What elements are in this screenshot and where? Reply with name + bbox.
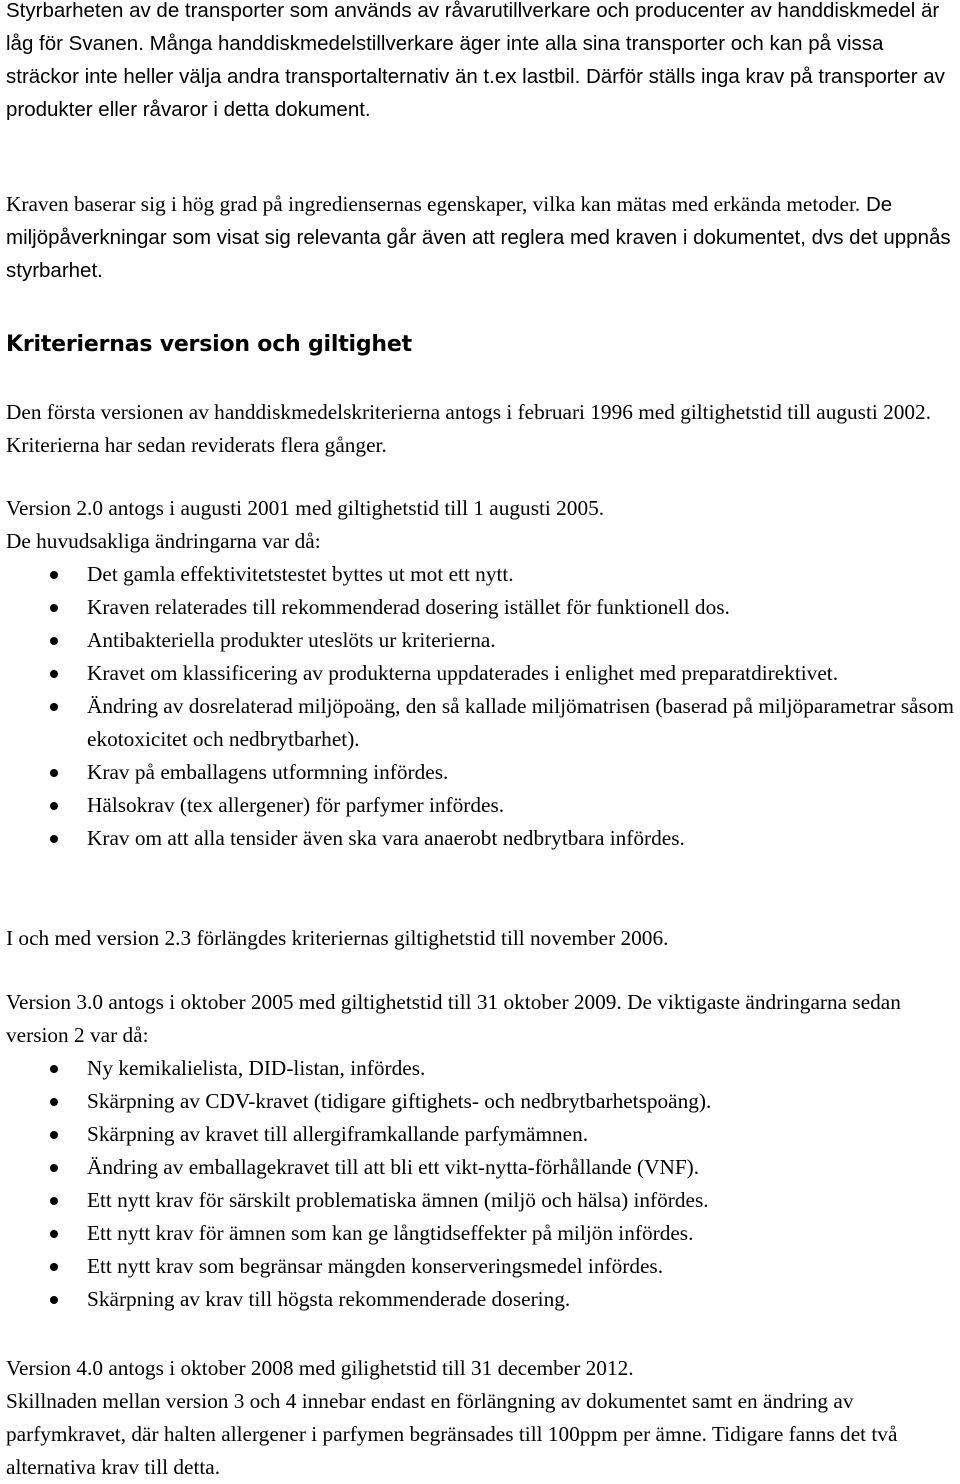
intro-p2-text-sans: De miljöpåverkningar som visat sig relevanta går även att reglera med kraven i dokumentet, dvs det uppnås styrbarhet. bbox=[6, 193, 951, 282]
version-3-change-list bbox=[6, 1052, 956, 1316]
list-item bbox=[6, 591, 956, 624]
list-item-text: Ett nytt krav för särskilt problematiska ämnen (miljö och hälsa) infördes. bbox=[87, 1188, 709, 1212]
version-2-line: Version 2.0 antogs i augusti 2001 med giltighetstid till 1 augusti 2005. bbox=[6, 496, 605, 520]
intro-p2-text: Kraven baserar sig i hög grad på ingrediensernas egenskaper, vilka kan mätas med erkända metoder. bbox=[6, 192, 861, 216]
list-item-text: Ny kemikalielista, DID-listan, infördes. bbox=[87, 1056, 426, 1080]
intro-paragraph-1 bbox=[6, 0, 956, 126]
first-version-paragraph bbox=[6, 396, 956, 462]
list-item bbox=[6, 1118, 956, 1151]
list-item-text: Ett nytt krav för ämnen som kan ge långtidseffekter på miljön infördes. bbox=[87, 1221, 694, 1245]
section-heading: Kriteriernas version och giltighet bbox=[6, 332, 412, 357]
list-item bbox=[6, 1217, 956, 1250]
bullet-icon bbox=[50, 604, 58, 612]
list-item bbox=[6, 1283, 956, 1316]
bullet-icon bbox=[50, 769, 58, 777]
list-item bbox=[6, 756, 956, 789]
list-item-text: Kraven relaterades till rekommenderad dosering istället för funktionell dos. bbox=[87, 595, 730, 619]
list-item bbox=[6, 558, 956, 591]
list-item bbox=[6, 822, 956, 855]
section-heading-block bbox=[6, 328, 956, 361]
list-item bbox=[6, 1052, 956, 1085]
version-4-line: Version 4.0 antogs i oktober 2008 med gilighetstid till 31 december 2012. bbox=[6, 1356, 634, 1380]
version-2-3-text: I och med version 2.3 förlängdes kriteriernas giltighetstid till november 2006. bbox=[6, 926, 669, 950]
list-item-text: Krav om att alla tensider även ska vara anaerobt nedbrytbara infördes. bbox=[87, 826, 685, 850]
intro-p1-text-a: Styrbarheten av de transporter som används av råvarutillverkare och producenter av handdiskmedel är låg för Svanen. Många handdiskmedelstillverkare äger inte alla sina transporter och kan på vissa sträckor inte heller välja andra transportalternativ än t.ex lastbil. bbox=[6, 0, 940, 88]
version-2-block bbox=[6, 492, 956, 855]
bullet-icon bbox=[50, 835, 58, 843]
list-item-text: Ändring av dosrelaterad miljöpoäng, den så kallade miljömatrisen (baserad på miljöparametrar såsom ekotoxicitet och nedbrytbarhet). bbox=[87, 694, 954, 751]
list-item-text: Hälsokrav (tex allergener) för parfymer infördes. bbox=[87, 793, 505, 817]
list-item-text: Skärpning av krav till högsta rekommenderade dosering. bbox=[87, 1287, 571, 1311]
version-2-3-paragraph bbox=[6, 922, 956, 955]
list-item bbox=[6, 624, 956, 657]
version-3-block bbox=[6, 986, 956, 1316]
bullet-icon bbox=[50, 1197, 58, 1205]
version-4-text: Skillnaden mellan version 3 och 4 innebar endast en förlängning av dokumentet samt en ändring av parfymkravet, där halten allergener i parfymen begränsades till 100ppm per ämne. Tidigare fanns det två alternativa krav till detta. bbox=[6, 1389, 898, 1479]
list-item bbox=[6, 1250, 956, 1283]
list-item-text: Antibakteriella produkter uteslöts ur kriterierna. bbox=[87, 628, 496, 652]
intro-p1-text-b: Därför ställs inga krav på transporter av produkter eller råvaror i detta dokument. bbox=[6, 65, 945, 121]
bullet-icon bbox=[50, 703, 58, 711]
list-item bbox=[6, 657, 956, 690]
bullet-icon bbox=[50, 1230, 58, 1238]
list-item bbox=[6, 789, 956, 822]
bullet-icon bbox=[50, 1098, 58, 1106]
version-4-block bbox=[6, 1352, 956, 1484]
version-2-change-list bbox=[6, 558, 956, 855]
list-item-text: Ett nytt krav som begränsar mängden konserveringsmedel infördes. bbox=[87, 1254, 664, 1278]
bullet-icon bbox=[50, 1296, 58, 1304]
bullet-icon bbox=[50, 670, 58, 678]
list-item bbox=[6, 690, 956, 756]
list-item bbox=[6, 1085, 956, 1118]
bullet-icon bbox=[50, 637, 58, 645]
bullet-icon bbox=[50, 802, 58, 810]
version-2-changes-intro: De huvudsakliga ändringarna var då: bbox=[6, 529, 321, 553]
list-item-text: Skärpning av kravet till allergiframkallande parfymämnen. bbox=[87, 1122, 589, 1146]
bullet-icon bbox=[50, 1131, 58, 1139]
list-item bbox=[6, 1184, 956, 1217]
version-3-intro: Version 3.0 antogs i oktober 2005 med giltighetstid till 31 oktober 2009. De viktigaste ändringarna sedan version 2 var då: bbox=[6, 990, 901, 1047]
list-item-text: Skärpning av CDV-kravet (tidigare giftighets- och nedbrytbarhetspoäng). bbox=[87, 1089, 712, 1113]
bullet-icon bbox=[50, 1164, 58, 1172]
list-item-text: Kravet om klassificering av produkterna uppdaterades i enlighet med preparatdirektivet. bbox=[87, 661, 839, 685]
list-item bbox=[6, 1151, 956, 1184]
bullet-icon bbox=[50, 571, 58, 579]
list-item-text: Krav på emballagens utformning infördes. bbox=[87, 760, 449, 784]
intro-paragraph-2 bbox=[6, 188, 956, 287]
list-item-text: Det gamla effektivitetstestet byttes ut mot ett nytt. bbox=[87, 562, 514, 586]
first-version-text: Den första versionen av handdiskmedelskriterierna antogs i februari 1996 med giltighetstid till augusti 2002. Kriterierna har sedan reviderats flera gånger. bbox=[6, 400, 932, 457]
bullet-icon bbox=[50, 1065, 58, 1073]
list-item-text: Ändring av emballagekravet till att bli ett vikt-nytta-förhållande (VNF). bbox=[87, 1155, 700, 1179]
bullet-icon bbox=[50, 1263, 58, 1271]
